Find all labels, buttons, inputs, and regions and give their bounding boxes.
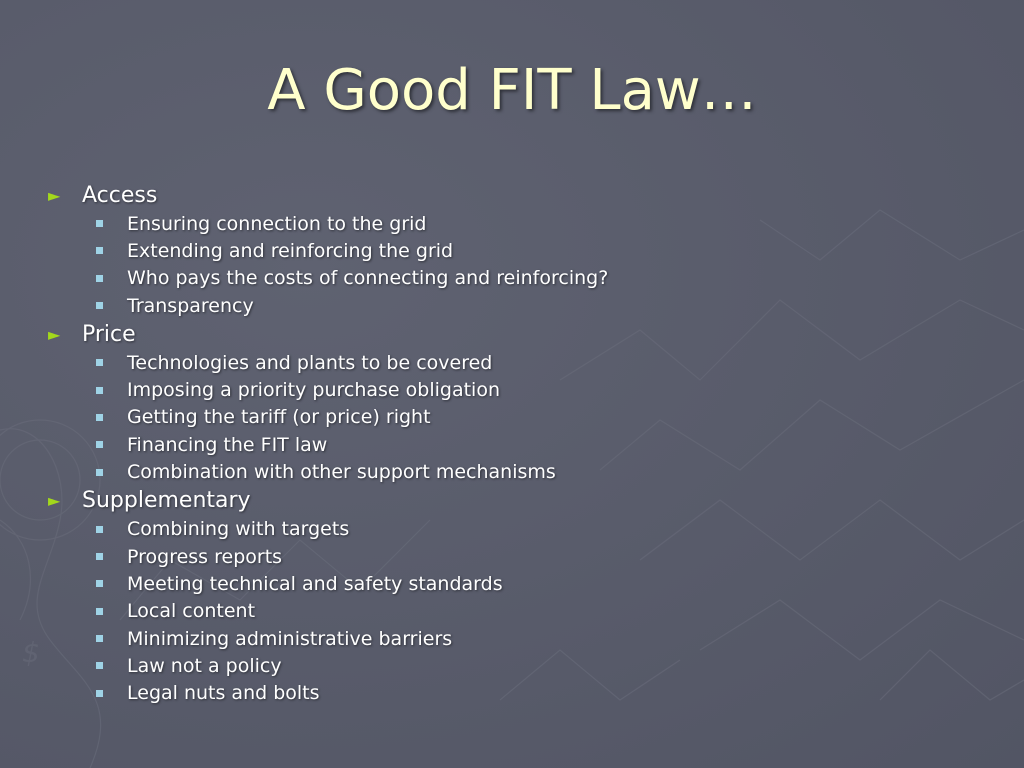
level1-label: Access <box>82 182 158 208</box>
level2-item <box>48 458 988 485</box>
level2-label: Minimizing administrative barriers <box>127 627 453 650</box>
level2-item <box>48 652 988 679</box>
square-bullet-icon <box>96 275 103 282</box>
square-bullet-icon <box>96 387 103 394</box>
level2-item <box>48 376 988 403</box>
level2-item <box>48 292 988 319</box>
arrow-right-icon: ► <box>48 185 61 205</box>
level2-label: Technologies and plants to be covered <box>127 351 493 374</box>
level2-label: Local content <box>127 600 256 623</box>
level2-label: Imposing a priority purchase obligation <box>127 379 500 402</box>
level2-label: Law not a policy <box>127 654 282 677</box>
arrow-right-icon: ► <box>48 491 61 511</box>
level2-label: Extending and reinforcing the grid <box>127 239 454 262</box>
level1-item <box>48 180 988 210</box>
square-bullet-icon <box>96 608 103 615</box>
square-bullet-icon <box>96 247 103 254</box>
square-bullet-icon <box>96 414 103 421</box>
level2-item <box>48 543 988 570</box>
level2-item <box>48 265 988 292</box>
level1-label: Price <box>82 321 136 347</box>
section-access <box>48 180 988 319</box>
level1-item <box>48 486 988 516</box>
square-bullet-icon <box>96 359 103 366</box>
level2-label: Combination with other support mechanisms <box>127 461 556 484</box>
bullet-list <box>48 180 988 707</box>
level1-label: Supplementary <box>82 488 251 514</box>
level2-label: Ensuring connection to the grid <box>127 212 427 235</box>
level2-label: Financing the FIT law <box>127 433 328 456</box>
level2-item <box>48 570 988 597</box>
level2-item <box>48 679 988 706</box>
svg-text:$: $ <box>22 636 40 669</box>
level2-item <box>48 625 988 652</box>
arrow-right-icon: ► <box>48 324 61 344</box>
square-bullet-icon <box>96 220 103 227</box>
square-bullet-icon <box>96 441 103 448</box>
square-bullet-icon <box>96 690 103 697</box>
level2-item <box>48 516 988 543</box>
square-bullet-icon <box>96 469 103 476</box>
level2-label: Progress reports <box>127 545 283 568</box>
level2-item <box>48 431 988 458</box>
level1-item <box>48 319 988 349</box>
slide-title: A Good FIT Law… <box>267 58 757 123</box>
level2-label: Transparency <box>127 294 254 317</box>
level2-item <box>48 349 988 376</box>
level2-label: Combining with targets <box>127 518 350 541</box>
level2-label: Meeting technical and safety standards <box>127 572 503 595</box>
square-bullet-icon <box>96 580 103 587</box>
square-bullet-icon <box>96 553 103 560</box>
section-price <box>48 319 988 485</box>
section-supplementary <box>48 486 988 707</box>
level2-item <box>48 237 988 264</box>
square-bullet-icon <box>96 302 103 309</box>
level2-item <box>48 598 988 625</box>
level2-label: Legal nuts and bolts <box>127 682 320 705</box>
level2-item <box>48 210 988 237</box>
level2-label: Who pays the costs of connecting and reinforcing? <box>127 267 609 290</box>
square-bullet-icon <box>96 635 103 642</box>
level2-item <box>48 404 988 431</box>
level2-label: Getting the tariff (or price) right <box>127 406 431 429</box>
square-bullet-icon <box>96 526 103 533</box>
square-bullet-icon <box>96 662 103 669</box>
